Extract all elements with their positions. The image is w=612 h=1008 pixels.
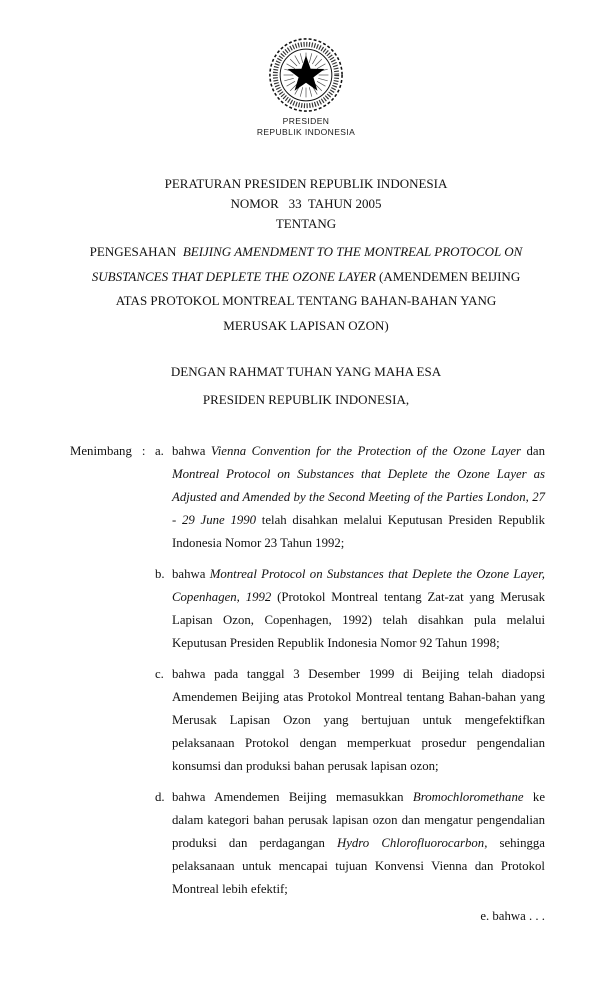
item-text — [172, 663, 545, 778]
considering-label-text: Menimbang — [70, 444, 132, 458]
italic-text-segment: Montreal Protocol on Substances that Deplete the Ozone Layer, Copenhagen, 1992 — [172, 567, 545, 604]
preamble-motto: DENGAN RAHMAT TUHAN YANG MAHA ESA — [170, 364, 442, 379]
title-subject-line — [0, 240, 612, 265]
title-subject-line — [0, 289, 612, 314]
considering-items — [155, 440, 545, 901]
text-segment: dan — [521, 444, 545, 458]
italic-text-segment: Hydro Chlorofluorocarbon — [336, 836, 485, 850]
considering-item — [155, 563, 545, 655]
text-segment: telah disahkan melalui Keputusan Presiden Republik Indonesia Nomor 23 Tahun 1992; — [172, 513, 545, 550]
seal-block — [0, 0, 612, 138]
text-segment: ATAS PROTOKOL MONTREAL TENTANG BAHAN-BAHAN YANG — [115, 293, 497, 308]
seal-label — [0, 116, 612, 138]
continuation-catchword: e. bahwa . . . — [480, 909, 545, 923]
item-text — [172, 563, 545, 655]
text-segment: (Protokol Montreal tentang Zat-zat yang Merusak Lapisan Ozon, Copenhagen, 1992) telah disahkan pula melalui Keputusan Presiden Republik Indonesia Nomor 92 Tahun 1998; — [172, 590, 545, 650]
item-letter: a. — [155, 444, 164, 458]
title-subject — [0, 240, 612, 338]
preamble-issuer: PRESIDEN REPUBLIK INDONESIA, — [202, 392, 410, 407]
title-subject-line — [0, 265, 612, 290]
text-segment: MERUSAK LAPISAN OZON) — [223, 317, 389, 333]
considering-item — [155, 786, 545, 901]
text-segment: bahwa — [172, 567, 210, 581]
text-segment: bahwa — [172, 444, 211, 458]
italic-text-segment: Bromochloromethane — [412, 790, 524, 804]
considering-label — [70, 440, 155, 901]
item-letter: d. — [155, 790, 165, 804]
item-text — [172, 786, 545, 901]
text-segment: bahwa pada tanggal 3 Desember 1999 di Beijing telah diadopsi Amendemen Beijing atas Protokol Montreal tentang Bahan-bahan yang Merusak Lapisan Ozon yang bertujuan untuk mengefektifkan pelaksanaan Protokol dengan memperkuat prosedur pengendalian konsumsi dan produksi bahan perusak lapisan ozon; — [172, 667, 545, 773]
considering-label-colon: : — [141, 444, 146, 458]
title-line: PERATURAN PRESIDEN REPUBLIK INDONESIA — [164, 176, 448, 191]
text-segment: (AMENDEMEN BEIJING — [375, 268, 521, 284]
title-subject-line — [0, 314, 612, 339]
italic-text-segment: Vienna Convention for the Protection of the Ozone Layer — [210, 444, 522, 458]
item-letter: c. — [155, 667, 164, 681]
preamble — [0, 362, 612, 410]
title-line: TENTANG — [275, 216, 337, 231]
italic-text-segment: BEIJING AMENDMENT TO THE MONTREAL PROTOCOL ON — [182, 244, 523, 259]
item-letter: b. — [155, 567, 165, 581]
title-block — [0, 174, 612, 338]
seal-label-line1: PRESIDEN — [282, 116, 330, 126]
title-head — [0, 174, 612, 234]
text-segment: bahwa Amendemen Beijing memasukkan — [172, 790, 413, 804]
considering-item — [155, 440, 545, 555]
text-segment: ke dalam kategori bahan perusak lapisan ozon dan mengatur pengendalian produksi dan perdagangan — [172, 790, 546, 850]
italic-text-segment: SUBSTANCES THAT DEPLETE THE OZONE LAYER — [91, 268, 376, 284]
seal-label-line2: REPUBLIK INDONESIA — [256, 127, 356, 137]
considering-section — [70, 440, 545, 901]
text-segment: , sehingga pelaksanaan untuk mencapai tujuan Konvensi Vienna dan Protokol Montreal lebih efektif; — [172, 836, 545, 896]
item-text — [172, 440, 545, 555]
considering-item — [155, 663, 545, 778]
text-segment: PENGESAHAN — [89, 244, 183, 259]
presidential-seal-icon — [267, 36, 345, 114]
italic-text-segment: Montreal Protocol on Substances that Deplete the Ozone Layer as Adjusted and Amended by the Second Meeting of the Parties London, 27 - 29 June 1990 — [172, 467, 545, 527]
title-line: NOMOR 33 TAHUN 2005 — [230, 196, 382, 211]
